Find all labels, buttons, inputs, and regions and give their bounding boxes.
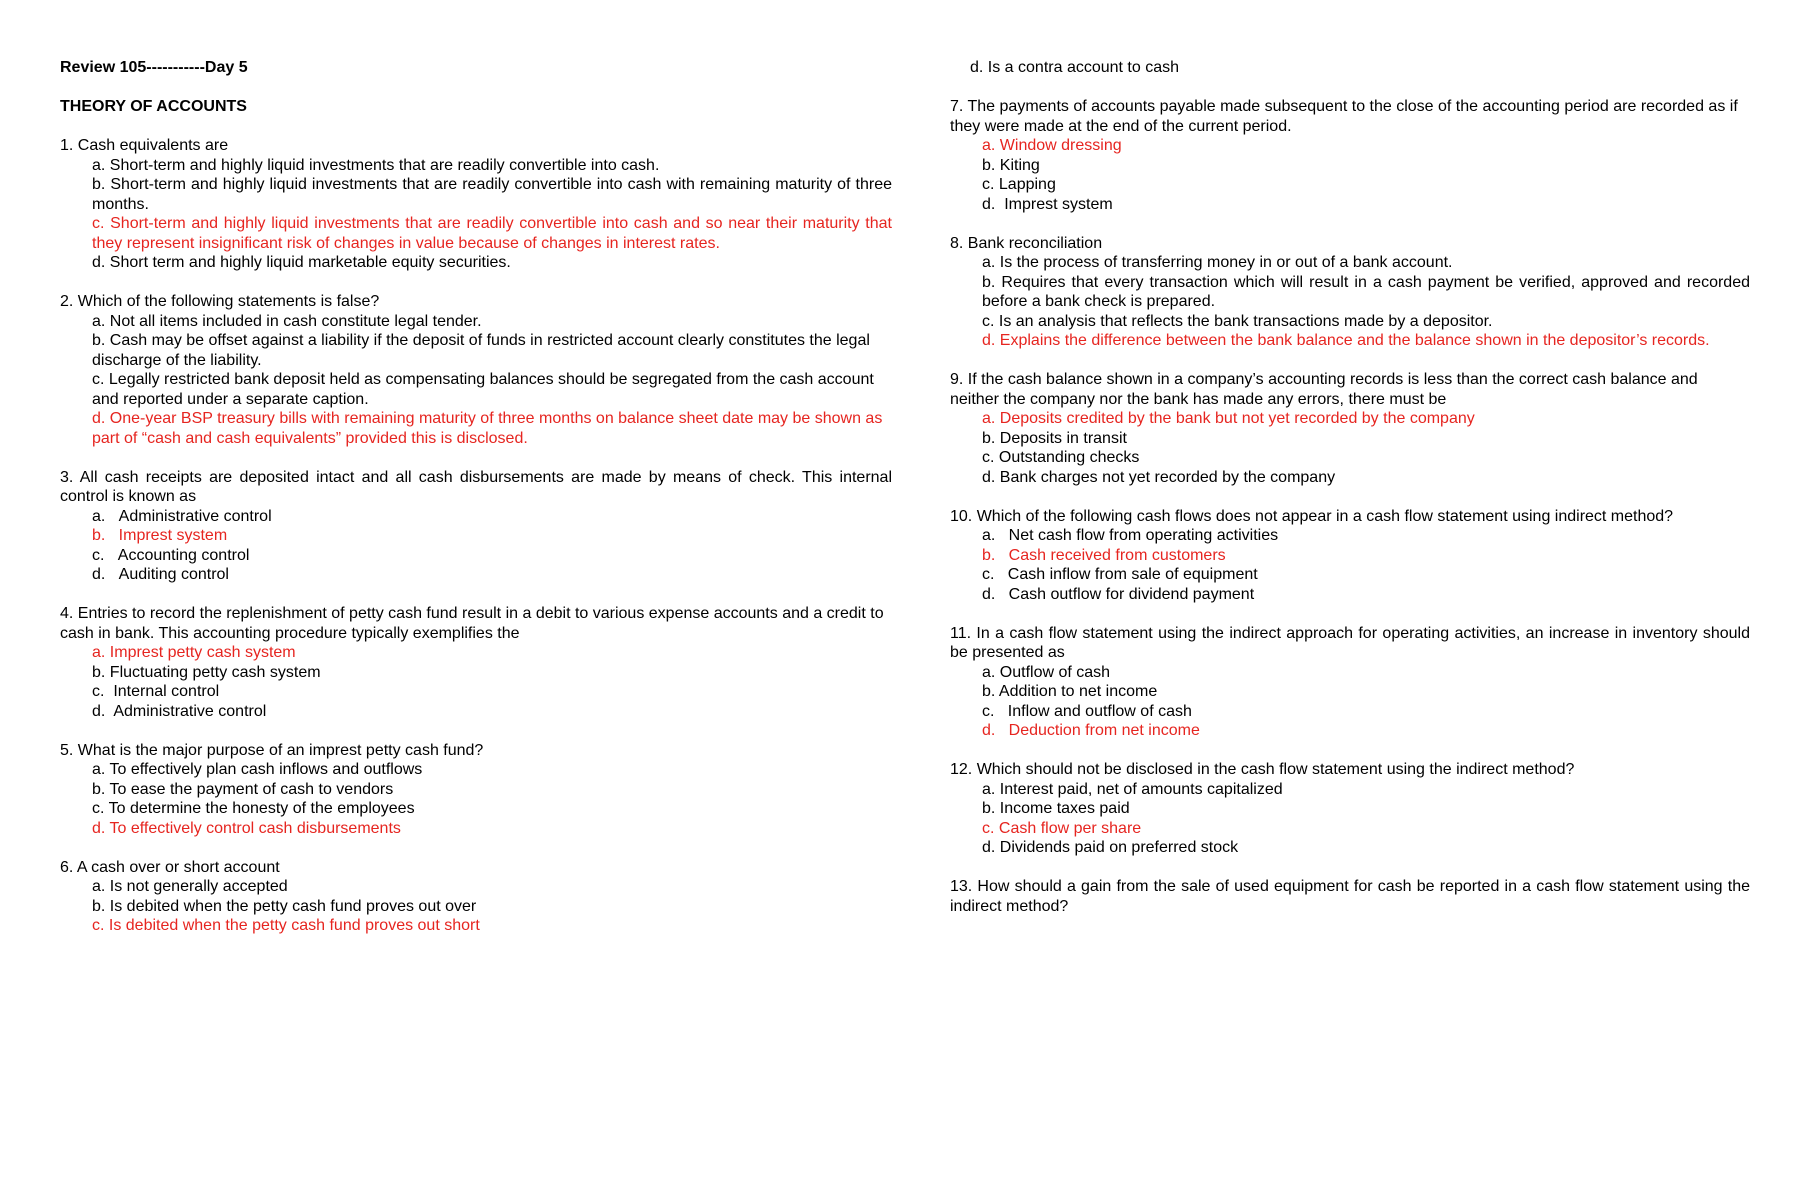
question-9-option-c: c. Outstanding checks <box>982 449 1140 466</box>
question-11-option-d-answer: d. Deduction from net income <box>982 722 1200 739</box>
question-1-stem: 1. Cash equivalents are <box>60 137 229 154</box>
question-4 <box>60 604 892 721</box>
question-10-option-a: a. Net cash flow from operating activities <box>982 527 1279 544</box>
document-title: Review 105-----------Day 5 <box>60 59 248 76</box>
question-13 <box>950 877 1750 916</box>
question-9-option-b: b. Deposits in transit <box>982 429 1127 447</box>
question-4-option-d: d. Administrative control <box>92 702 267 720</box>
question-6-option-a: a. Is not generally accepted <box>92 878 288 895</box>
question-10-option-b-answer: b. Cash received from customers <box>982 546 1226 564</box>
question-5-stem: 5. What is the major purpose of an imprest petty cash fund? <box>60 741 484 759</box>
question-4-option-a-answer: a. Imprest petty cash system <box>92 644 296 661</box>
question-2-stem: 2. Which of the following statements is false? <box>60 293 380 310</box>
question-12-option-d: d. Dividends paid on preferred stock <box>982 839 1239 856</box>
question-10-stem: 10. Which of the following cash flows does not appear in a cash flow statement using indirect method? <box>950 507 1674 525</box>
question-3 <box>60 468 892 585</box>
question-5 <box>60 741 892 839</box>
question-12-option-c-answer: c. Cash flow per share <box>982 819 1142 837</box>
question-9 <box>950 370 1750 487</box>
question-7-stem: 7. The payments of accounts payable made subsequent to the close of the accounting period are recorded as if they were made at the end of the current period. <box>950 98 1738 135</box>
question-8-option-c: c. Is an analysis that reflects the bank transactions made by a depositor. <box>982 312 1493 330</box>
question-6-option-d: d. Is a contra account to cash <box>970 59 1180 76</box>
question-11-option-a: a. Outflow of cash <box>982 663 1111 681</box>
question-4-option-b: b. Fluctuating petty cash system <box>92 663 321 681</box>
question-8-option-d-answer: d. Explains the difference between the bank balance and the balance shown in the depositor’s records. <box>982 332 1710 349</box>
question-1-option-b: b. Short-term and highly liquid investments that are readily convertible into cash with remaining maturity of three months. <box>92 176 892 213</box>
question-7-option-b: b. Kiting <box>982 156 1040 174</box>
question-6-stem: 6. A cash over or short account <box>60 858 280 876</box>
question-4-option-c: c. Internal control <box>92 683 220 700</box>
question-4-stem: 4. Entries to record the replenishment of petty cash fund result in a debit to various expense accounts and a credit to cash in bank. This accounting procedure typically exemplifies the <box>60 605 884 642</box>
question-3-option-a: a. Administrative control <box>92 507 272 525</box>
question-7 <box>950 97 1750 214</box>
question-11-option-c: c. Inflow and outflow of cash <box>982 702 1192 720</box>
section-heading: THEORY OF ACCOUNTS <box>60 98 247 115</box>
right-column <box>950 58 1750 936</box>
question-9-option-a-answer: a. Deposits credited by the bank but not yet recorded by the company <box>982 410 1475 427</box>
question-3-option-c: c. Accounting control <box>92 546 250 564</box>
question-3-option-d: d. Auditing control <box>92 566 229 583</box>
question-5-option-a: a. To effectively plan cash inflows and outflows <box>92 761 423 778</box>
question-3-option-b-answer: b. Imprest system <box>92 527 228 544</box>
question-13-stem: 13. How should a gain from the sale of used equipment for cash be reported in a cash flow statement using the indirect method? <box>950 878 1750 915</box>
question-5-option-c: c. To determine the honesty of the employees <box>92 800 415 817</box>
question-1 <box>60 136 892 273</box>
question-8 <box>950 234 1750 351</box>
question-10-option-c: c. Cash inflow from sale of equipment <box>982 566 1258 583</box>
question-2-option-b: b. Cash may be offset against a liability if the deposit of funds in restricted account clearly constitutes the legal discharge of the liability. <box>92 332 870 369</box>
question-1-option-c-answer: c. Short-term and highly liquid investments that are readily convertible into cash and so near their maturity that they represent insignificant risk of changes in value because of changes in interest rates. <box>92 215 892 252</box>
question-2-option-c: c. Legally restricted bank deposit held as compensating balances should be segregated from the cash account and reported under a separate caption. <box>92 371 874 408</box>
question-9-option-d: d. Bank charges not yet recorded by the company <box>982 468 1336 486</box>
question-6-option-b: b. Is debited when the petty cash fund proves out over <box>92 897 477 915</box>
question-7-option-d: d. Imprest system <box>982 195 1113 213</box>
question-7-option-a-answer: a. Window dressing <box>982 137 1122 154</box>
question-12-option-b: b. Income taxes paid <box>982 800 1130 817</box>
question-8-option-a: a. Is the process of transferring money in or out of a bank account. <box>982 254 1453 271</box>
question-2-option-a: a. Not all items included in cash constitute legal tender. <box>92 312 482 330</box>
question-6-continued <box>950 58 1750 78</box>
question-12-option-a: a. Interest paid, net of amounts capitalized <box>982 780 1283 798</box>
question-11 <box>950 624 1750 741</box>
question-12 <box>950 760 1750 858</box>
question-5-option-d-answer: d. To effectively control cash disbursements <box>92 819 401 837</box>
question-2-option-d-answer: d. One-year BSP treasury bills with remaining maturity of three months on balance sheet date may be shown as part of “cash and cash equivalents” provided this is disclosed. <box>92 410 883 447</box>
question-6 <box>60 858 892 936</box>
question-1-option-d: d. Short term and highly liquid marketable equity securities. <box>92 254 511 271</box>
question-2 <box>60 292 892 448</box>
question-12-stem: 12. Which should not be disclosed in the cash flow statement using the indirect method? <box>950 761 1575 778</box>
question-1-option-a: a. Short-term and highly liquid investments that are readily convertible into cash. <box>92 156 660 174</box>
left-column <box>60 58 892 955</box>
question-8-stem: 8. Bank reconciliation <box>950 234 1103 252</box>
question-3-stem: 3. All cash receipts are deposited intact and all cash disbursements are made by means of check. This internal control is known as <box>60 468 892 505</box>
question-10 <box>950 507 1750 605</box>
question-8-option-b: b. Requires that every transaction which will result in a cash payment be verified, approved and recorded before a bank check is prepared. <box>982 273 1750 310</box>
question-6-option-c-answer: c. Is debited when the petty cash fund proves out short <box>92 917 480 934</box>
question-9-stem: 9. If the cash balance shown in a company’s accounting records is less than the correct cash balance and neither the company nor the bank has made any errors, there must be <box>950 371 1698 408</box>
question-10-option-d: d. Cash outflow for dividend payment <box>982 585 1255 603</box>
question-11-stem: 11. In a cash flow statement using the indirect approach for operating activities, an increase in inventory should be presented as <box>950 624 1750 661</box>
question-11-option-b: b. Addition to net income <box>982 683 1158 700</box>
question-7-option-c: c. Lapping <box>982 176 1056 193</box>
question-5-option-b: b. To ease the payment of cash to vendors <box>92 780 394 798</box>
